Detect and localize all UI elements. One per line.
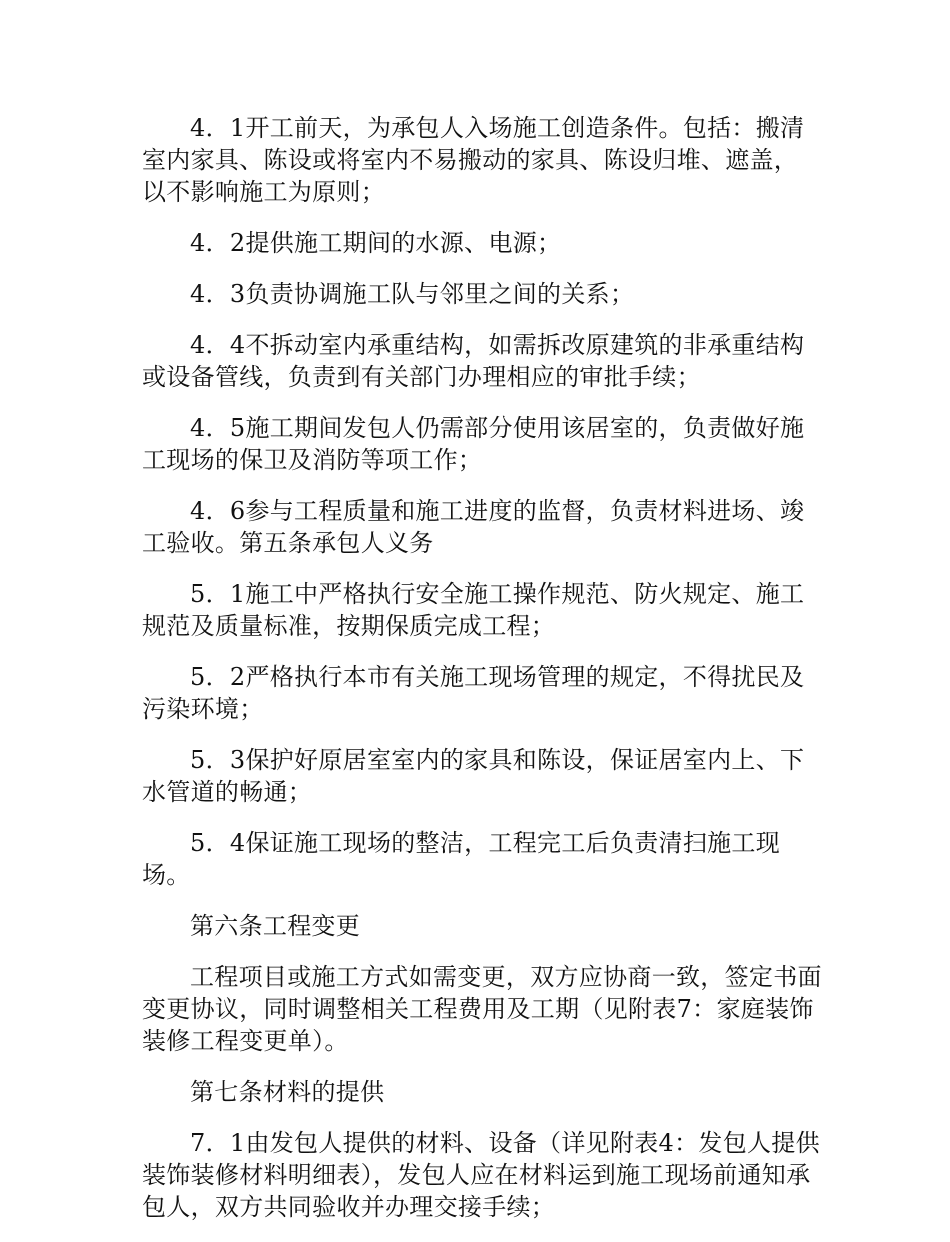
- clause-5-2: 5．2严格执行本市有关施工现场管理的规定，不得扰民及污染环境；: [142, 663, 805, 723]
- clause-6-body: 工程项目或施工方式如需变更，双方应协商一致，签定书面变更协议，同时调整相关工程费用及工期（见附表7：家庭装饰装修工程变更单）。: [142, 963, 822, 1055]
- clause-4-3: 4．3负责协调施工队与邻里之间的关系；: [190, 280, 635, 308]
- clause-4-6: 4．6参与工程质量和施工进度的监督，负责材料进场、竣工验收。第五条承包人义务: [142, 497, 805, 557]
- clause-5-3: 5．3保护好原居室室内的家具和陈设，保证居室内上、下水管道的畅通；: [142, 746, 805, 806]
- document-page: [142, 112, 822, 1242]
- clause-4-5: 4．5施工期间发包人仍需部分使用该居室的，负责做好施工现场的保卫及消防等项工作；: [142, 414, 805, 474]
- clause-4-2: 4．2提供施工期间的水源、电源；: [190, 229, 562, 257]
- section-heading-6: 第六条工程变更: [190, 912, 361, 940]
- clause-5-4: 5．4保证施工现场的整洁，工程完工后负责清扫施工现场。: [142, 829, 781, 889]
- clause-4-1: 4．1开工前天，为承包人入场施工创造条件。包括：搬清室内家具、陈设或将室内不易搬动的家具、陈设归堆、遮盖，以不影响施工为原则；: [142, 114, 805, 206]
- clause-5-1: 5．1施工中严格执行安全施工操作规范、防火规定、施工规范及质量标准，按期保质完成工程；: [142, 580, 805, 640]
- section-heading-7: 第七条材料的提供: [190, 1078, 385, 1106]
- clause-7-1: 7．1由发包人提供的材料、设备（详见附表4：发包人提供装饰装修材料明细表），发包人应在材料运到施工现场前通知承包人，双方共同验收并办理交接手续；: [142, 1129, 820, 1221]
- clause-4-4: 4．4不拆动室内承重结构，如需拆改原建筑的非承重结构或设备管线，负责到有关部门办理相应的审批手续；: [142, 331, 805, 391]
